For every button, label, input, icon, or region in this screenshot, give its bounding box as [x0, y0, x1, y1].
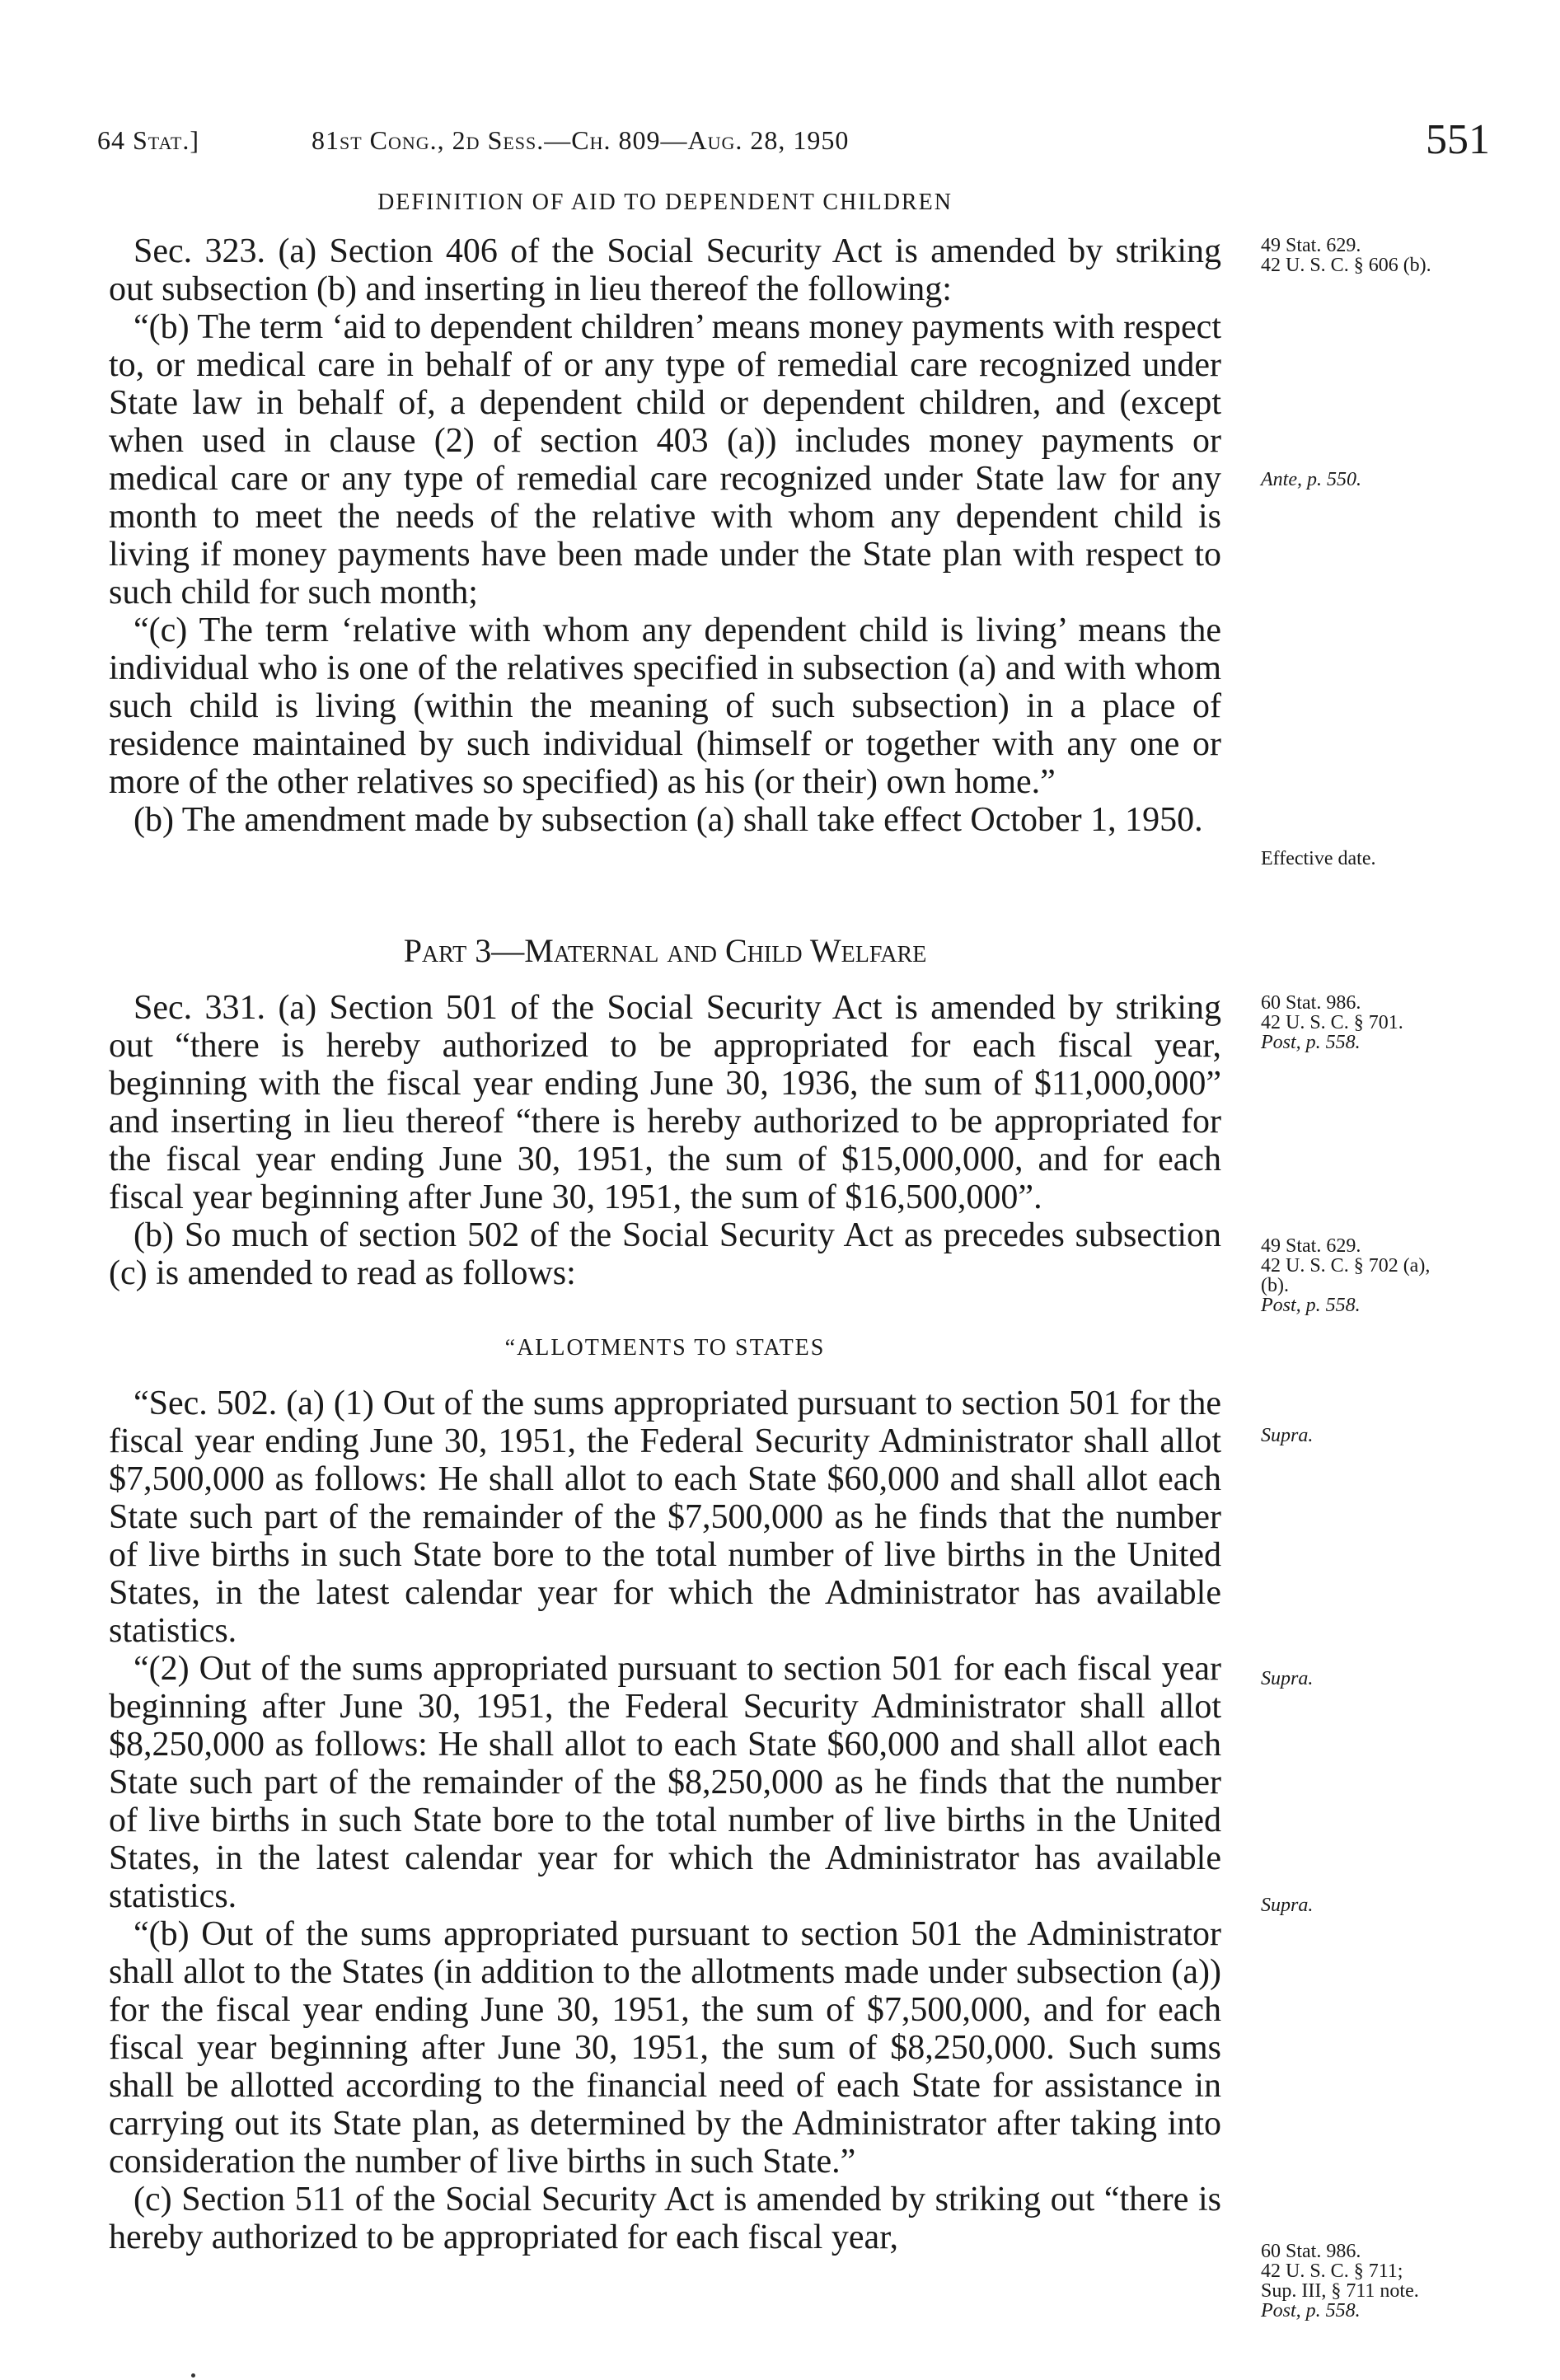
sec-331-paragraph-c: (c) Section 511 of the Social Security Act is amended by striking out “there is hereby authorized to be appropriated for each fiscal year,	[109, 2181, 1221, 2256]
sec-331-paragraph-b: (b) So much of section 502 of the Social Security Act as precedes subsection (c) is amended to read as follows:	[109, 1216, 1221, 1292]
margin-note-ante: Ante, p. 550.	[1261, 469, 1361, 490]
session-chapter-date: 81st Cong., 2d Sess.—Ch. 809—Aug. 28, 1950	[312, 125, 850, 155]
running-head	[97, 115, 1490, 173]
sec-323-paragraph-b-definition: “(b) The term ‘aid to dependent children’ means money payments with respect to, or medical care in behalf of or any type of remedial care recognized under State law in behalf of, a dependent child or dependent children, and (except when used in clause (2) of section 403 (a)) includes money payments or medical care or any type of remedial care recognized under State law for any month to meet the needs of the relative with whom any dependent child is living if money payments have been made under the State plan with respect to such child for such month;	[109, 308, 1221, 611]
margin-note-line: Sup. III, § 711 note.	[1261, 2280, 1419, 2302]
sec-323-paragraph-a: Sec. 323. (a) Section 406 of the Social Security Act is amended by striking out subsection (b) and inserting in lieu thereof the following:	[109, 232, 1221, 308]
sec-502-paragraph-a2: “(2) Out of the sums appropriated pursuant to section 501 for each fiscal year beginning after June 30, 1951, the Federal Security Administrator shall allot $8,250,000 as follows: He shall allot to each State $60,000 and shall allot each State such part of the remainder of the $8,250,000 as he finds that the number of live births in such State bore to the total number of live births in the United States, in the latest calendar year for which the Administrator has available statistics.	[109, 1650, 1221, 1915]
page-number: 551	[1426, 116, 1490, 163]
margin-note-line: (b).	[1261, 1275, 1289, 1296]
stray-mark	[191, 2373, 195, 2378]
margin-note-line: Post, p. 558.	[1261, 1295, 1361, 1316]
margin-note-line: 49 Stat. 629.	[1261, 1235, 1361, 1257]
sec-323-paragraph-c-definition: “(c) The term ‘relative with whom any dependent child is living’ means the individual who is one of the relatives specified in subsection (a) and with whom such child is living (within the meaning of such subsection) in a place of residence maintained by such individual (himself or together with any one or more of the other relatives so specified) as his (or their) own home.”	[109, 611, 1221, 801]
margin-note-line: 42 U. S. C. § 702 (a),	[1261, 1255, 1431, 1277]
sec-502-paragraph-b: “(b) Out of the sums appropriated pursuant to section 501 the Administrator shall allot to the States (in addition to the allotments made under subsection (a)) for the fiscal year ending June 30, 1951, the sum of $7,500,000, and for each fiscal year beginning after June 30, 1951, the sum of $8,250,000. Such sums shall be allotted according to the financial need of each State for assistance in carrying out its State plan, as determined by the Administrator after taking into consideration the number of live births in such State.”	[109, 1915, 1221, 2181]
margin-note-line: 60 Stat. 986.	[1261, 2241, 1361, 2262]
margin-note-line: 49 Stat. 629.	[1261, 235, 1361, 256]
margin-note-49-stat	[1261, 236, 1508, 275]
margin-note-49-stat-702	[1261, 1236, 1508, 1315]
section-heading-definition: DEFINITION OF AID TO DEPENDENT CHILDREN	[377, 190, 953, 215]
margin-note-line: 42 U. S. C. § 711;	[1261, 2261, 1403, 2282]
margin-note-line: Post, p. 558.	[1261, 1032, 1361, 1053]
margin-note-supra-3: Supra.	[1261, 1895, 1314, 1916]
margin-note-supra-2: Supra.	[1261, 1668, 1314, 1689]
margin-note-line: Post, p. 558.	[1261, 2300, 1361, 2321]
sec-502-block	[109, 1384, 1221, 2256]
allotments-heading: “ALLOTMENTS TO STATES	[504, 1335, 826, 1361]
sec-502-paragraph-a1: “Sec. 502. (a) (1) Out of the sums appropriated pursuant to section 501 for the fiscal year ending June 30, 1951, the Federal Security Administrator shall allot $7,500,000 as follows: He shall allot to each State $60,000 and shall allot each State such part of the remainder of the $7,500,000 as he finds that the number of live births in such State bore to the total number of live births in the United States, in the latest calendar year for which the Administrator has available statistics.	[109, 1384, 1221, 1650]
sec-331-block	[109, 989, 1221, 1292]
margin-note-effective-date: Effective date.	[1261, 848, 1376, 869]
margin-note-line: 60 Stat. 986.	[1261, 992, 1361, 1014]
sec-323-block	[109, 232, 1221, 839]
margin-note-line: 42 U. S. C. § 606 (b).	[1261, 255, 1431, 276]
margin-note-60-stat	[1261, 993, 1508, 1052]
statute-volume: 64 Stat.]	[97, 125, 200, 155]
margin-note-line: 42 U. S. C. § 701.	[1261, 1012, 1403, 1033]
margin-note-60-stat-711	[1261, 2242, 1508, 2321]
part-3-heading: Part 3—Maternal and Child Welfare	[403, 932, 927, 969]
sec-323-paragraph-effective: (b) The amendment made by subsection (a) shall take effect October 1, 1950.	[134, 801, 1203, 839]
sec-331-paragraph-a: Sec. 331. (a) Section 501 of the Social Security Act is amended by striking out “there is hereby authorized to be appropriated for each fiscal year, beginning with the fiscal year ending June 30, 1936, the sum of $11,000,000” and inserting in lieu thereof “there is hereby authorized to be appropriated for the fiscal year ending June 30, 1951, the sum of $15,000,000, and for each fiscal year beginning after June 30, 1951, the sum of $16,500,000”.	[109, 989, 1221, 1216]
margin-note-supra-1: Supra.	[1261, 1425, 1314, 1446]
